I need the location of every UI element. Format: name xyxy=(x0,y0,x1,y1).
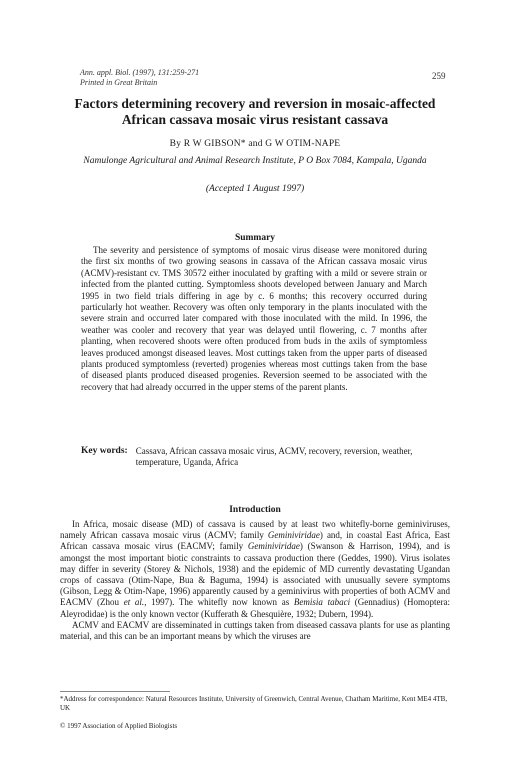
journal-printed-line: Printed in Great Britain xyxy=(80,78,158,87)
taxon-family-name: Geminiviridae xyxy=(247,541,300,552)
intro-text-segment: In Africa, mosaic disease (MD) of cassava is caused by at least two whitefly-borne geminiviruses, namely African cassava mosaic virus (ACMV; family xyxy=(60,519,450,541)
introduction-paragraph-1 xyxy=(60,519,450,620)
correspondence-footnote: *Address for correspondence: Natural Resources Institute, University of Greenwich, Central Avenue, Chatham Maritime, Kent ME4 4TB, UK xyxy=(60,695,448,712)
copyright-notice: © 1997 Association of Applied Biologists xyxy=(60,722,178,730)
intro-text-segment: ) (Swanson & Harrison, 1994), and is amongst the most important biotic constraints to cassava production there (Geddes, 1990). Virus isolates may differ in severity (Storey & Nichols, 1938) and the epidemic of MD currently devastating Ugandan crops of cassava (Otim-Nape, Bua & Baguma, 1994) is associated with unusually severe symptoms (Gibson, Legg & Otim-Nape, 1996) apparently caused by a geminivirus with properties of both ACMV and EACMV (Zhou xyxy=(60,541,450,608)
intro-text-segment: (Gennadius) (Homoptera: Aleyrodidae) is the only known vector (Kufferath & Ghesquière, 1932; Dubern, 1994). xyxy=(60,597,450,619)
taxon-family-name: Geminiviridae xyxy=(267,530,320,541)
introduction-body xyxy=(60,519,450,642)
accepted-date: (Accepted 1 August 1997) xyxy=(205,184,305,194)
keywords-text: Cassava, African cassava mosaic virus, ACMV, recovery, reversion, weather, temperature, Uganda, Africa xyxy=(135,446,413,468)
intro-text-segment: ) and, in coastal East Africa, East African cassava mosaic virus (EACMV; family xyxy=(60,530,450,552)
author-list: By R W GIBSON* and G W OTIM-NAPE xyxy=(169,139,341,149)
introduction-paragraph-2: ACMV and EACMV are disseminated in cuttings taken from diseased cassava plants for use as planting material, and this can be an important means by which the viruses are xyxy=(60,619,450,642)
intro-text-segment: , 1997). The whitefly now known as xyxy=(144,597,294,608)
journal-citation-line: Ann. appl. Biol. (1997), 131:259-271 xyxy=(80,68,200,77)
journal-citation xyxy=(80,68,199,88)
summary-text: The severity and persistence of symptoms of mosaic virus disease were monitored during the first six months of two growing seasons in cassava of the African cassava mosaic virus (ACMV)-resistant cv. TMS 30572 either inoculated by grafting with a mild or severe strain or infected from the planted cutting. Symptomless shoots developed between January and March 1995 in two field trials differing in age by c. 6 months; this recovery occurred during particularly hot weather. Recovery was often only temporary in the plants inoculated with the severe strain and occurred later compared with those inoculated with the mild. In 1996, the weather was cooler and recovery that year was delayed until flowering, c. 7 months after planting, when recovered shoots were often produced from buds in the axils of symptomless leaves produced amongst diseased leaves. Most cuttings taken from the upper parts of diseased plants produced symptomless (reverted) progenies whereas most cuttings taken from the base of diseased plants produced diseased progenies. Reversion seemed to be associated with the recovery that had already occurred in the upper stems of the parent plants. xyxy=(81,245,427,392)
summary-heading: Summary xyxy=(234,233,276,243)
keywords-label: Key words: xyxy=(81,446,128,456)
keywords xyxy=(81,446,427,469)
footnote-divider xyxy=(60,691,170,692)
page-number: 259 xyxy=(432,71,446,81)
author-affiliation: Namulonge Agricultural and Animal Research Institute, P O Box 7084, Kampala, Uganda xyxy=(83,156,427,166)
paper-title: Factors determining recovery and reversion in mosaic-affected African cassava mosaic virus resistant cassava xyxy=(74,96,436,127)
et-al: et al. xyxy=(123,597,145,608)
species-name: Bemisia tabaci xyxy=(293,597,351,608)
introduction-heading: Introduction xyxy=(229,505,281,515)
